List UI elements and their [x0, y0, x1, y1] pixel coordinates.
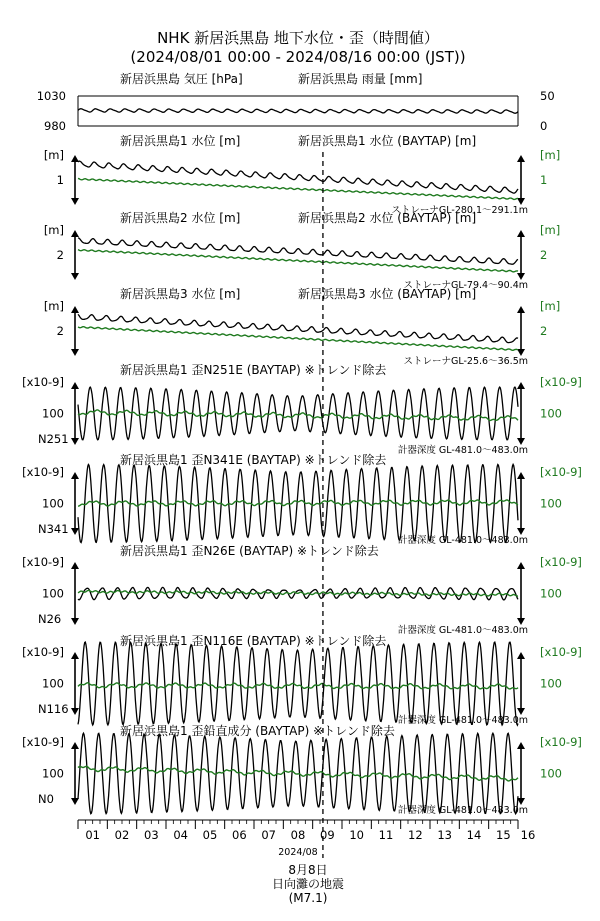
panel-7: [22, 633, 582, 726]
panel-title-right: 新居浜黒島 雨量 [mm]: [298, 72, 423, 86]
x-tick-label: 03: [144, 828, 159, 842]
x-tick-label: 13: [437, 828, 452, 842]
x-tick-label: 10: [349, 828, 364, 842]
left-tick: 2: [56, 324, 64, 338]
depth-note: 計器深度 GL-481.0～483.0m: [397, 805, 528, 816]
left-unit: [x10-9]: [22, 735, 64, 749]
component-label: N26: [38, 612, 62, 626]
left-arrow-head-up: [71, 562, 79, 569]
series-1-line: [78, 766, 518, 781]
panel-1: [44, 133, 560, 216]
right-arrow-head-down: [517, 618, 525, 625]
panel-8: [22, 723, 582, 816]
panel-title: 新居浜黒島1 歪N116E (BAYTAP) ※トレンド除去: [120, 634, 387, 648]
left-tick: 100: [42, 496, 64, 511]
depth-note: 計器深度 GL-481.0～483.0m: [397, 625, 528, 636]
left-arrow-head-down: [71, 438, 79, 445]
left-arrow-head-down: [71, 528, 79, 535]
chart-title: NHK 新居浜黒島 地下水位・歪（時間値）: [157, 29, 439, 47]
right-arrow-head-down: [517, 708, 525, 715]
panel-title: 新居浜黒島1 歪N251E (BAYTAP) ※トレンド除去: [120, 363, 387, 377]
right-arrow-head-down: [517, 273, 525, 280]
left-tick-top: 1030: [36, 89, 66, 103]
x-tick-label: 01: [85, 828, 100, 842]
right-unit: [x10-9]: [540, 555, 582, 569]
chart-subtitle: (2024/08/01 00:00 - 2024/08/16 00:00 (JST)): [130, 48, 466, 66]
left-tick: 100: [42, 676, 64, 691]
component-label: N0: [38, 792, 54, 806]
left-unit: [x10-9]: [22, 555, 64, 569]
component-label: N341: [38, 522, 69, 536]
x-tick-label: 09: [320, 828, 335, 842]
x-axis: [78, 820, 535, 858]
series-0-line: [78, 387, 518, 440]
right-arrow-head-up: [517, 155, 525, 162]
right-arrow-head-up: [517, 382, 525, 389]
depth-note: ストレーナGL-280.1～291.1m: [391, 205, 528, 216]
depth-note: ストレーナGL-79.4～90.4m: [403, 280, 528, 291]
depth-note: 計器深度 GL-481.0～483.0m: [397, 715, 528, 726]
depth-note: 計器深度 GL-481.0～483.0m: [397, 445, 528, 456]
right-tick-top: 50: [540, 89, 555, 103]
right-tick: 2: [540, 248, 548, 262]
event-date-label: 8月8日: [288, 863, 328, 877]
panel-title-left: 新居浜黒島3 水位 [m]: [120, 287, 241, 301]
left-unit: [m]: [43, 148, 64, 162]
right-unit: [m]: [540, 299, 561, 313]
left-tick: 100: [42, 766, 64, 781]
panel-6: [22, 543, 582, 636]
right-tick: 100: [540, 406, 562, 421]
panel-title-left: 新居浜黒島1 水位 [m]: [120, 134, 241, 148]
x-tick-label: 05: [202, 828, 218, 842]
right-tick: 100: [540, 676, 562, 691]
left-arrow-head-down: [71, 273, 79, 280]
left-arrow-head-up: [71, 742, 79, 749]
x-month-label: 2024/08: [278, 847, 318, 858]
left-arrow-head-up: [71, 652, 79, 659]
right-unit: [m]: [540, 223, 561, 237]
right-unit: [x10-9]: [540, 645, 582, 659]
right-arrow-head-up: [517, 562, 525, 569]
x-tick-label: 15: [496, 828, 511, 842]
right-tick: 100: [540, 586, 562, 601]
right-arrow-head-up: [517, 230, 525, 237]
x-tick-label: 04: [173, 828, 188, 842]
right-tick-bottom: 0: [540, 119, 548, 133]
right-arrow-head-up: [517, 652, 525, 659]
left-unit: [m]: [43, 223, 64, 237]
left-unit: [x10-9]: [22, 375, 64, 389]
left-arrow-head-down: [71, 798, 79, 805]
panel-3: [44, 286, 560, 367]
panel-title-left: 新居浜黒島 気圧 [hPa]: [120, 72, 243, 86]
panel-title-left: 新居浜黒島2 水位 [m]: [120, 211, 241, 225]
panels: [22, 72, 582, 816]
depth-note: 計器深度 GL-481.0～483.0m: [397, 535, 528, 546]
x-tick-label: 07: [261, 828, 276, 842]
right-unit: [x10-9]: [540, 735, 582, 749]
x-tick-label: 12: [408, 828, 423, 842]
panel-title-right: 新居浜黒島3 水位 (BAYTAP) [m]: [298, 287, 477, 301]
event-magnitude-label: (M7.1): [288, 891, 328, 905]
panel-title-right: 新居浜黒島2 水位 (BAYTAP) [m]: [298, 211, 477, 225]
left-arrow-head-up: [71, 472, 79, 479]
series-1-line: [78, 683, 518, 689]
left-unit: [x10-9]: [22, 465, 64, 479]
left-arrow-head-up: [71, 230, 79, 237]
series-0-line: [78, 109, 518, 113]
depth-note: ストレーナGL-25.6～36.5m: [403, 356, 528, 367]
right-unit: [x10-9]: [540, 375, 582, 389]
left-tick: 1: [56, 173, 64, 187]
left-tick-bottom: 980: [44, 119, 66, 133]
left-arrow-head-down: [71, 618, 79, 625]
left-tick: 2: [56, 248, 64, 262]
right-arrow-head-down: [517, 528, 525, 535]
left-arrow-head-up: [71, 382, 79, 389]
right-arrow-head-up: [517, 306, 525, 313]
left-arrow-head-down: [71, 708, 79, 715]
left-arrow-head-down: [71, 349, 79, 356]
x-tick-label: 11: [378, 828, 394, 842]
x-tick-label: 06: [232, 828, 247, 842]
panel-0: [37, 72, 555, 133]
x-tick-label: 14: [466, 828, 482, 842]
x-tick-label: 08: [290, 828, 306, 842]
left-tick: 100: [42, 586, 64, 601]
right-tick: 100: [540, 496, 562, 511]
left-arrow-head-up: [71, 155, 79, 162]
right-arrow-head-down: [517, 349, 525, 356]
right-unit: [m]: [540, 148, 561, 162]
event-name-label: 日向灘の地震: [271, 877, 345, 891]
panel-2: [44, 210, 560, 291]
series-1-line: [78, 500, 518, 506]
panel-5: [22, 452, 582, 546]
panel-title: 新居浜黒島1 歪鉛直成分 (BAYTAP) ※トレンド除去: [120, 724, 395, 738]
panel-4: [22, 362, 582, 456]
right-arrow-head-down: [517, 438, 525, 445]
component-label: N116: [38, 702, 69, 716]
left-unit: [x10-9]: [22, 645, 64, 659]
right-arrow-head-up: [517, 472, 525, 479]
right-tick: 2: [540, 324, 548, 338]
panel-title: 新居浜黒島1 歪N341E (BAYTAP) ※トレンド除去: [120, 453, 387, 467]
left-arrow-head-down: [71, 198, 79, 205]
left-arrow-head-up: [71, 306, 79, 313]
component-label: N251: [38, 432, 69, 446]
right-arrow-head-down: [517, 198, 525, 205]
panel-title: 新居浜黒島1 歪N26E (BAYTAP) ※トレンド除去: [120, 544, 379, 558]
x-tick-label: 02: [114, 828, 130, 842]
right-tick: 100: [540, 766, 562, 781]
right-arrow-head-up: [517, 742, 525, 749]
right-tick: 1: [540, 173, 548, 187]
x-tick-label: 16: [520, 828, 536, 842]
left-tick: 100: [42, 406, 64, 421]
right-unit: [x10-9]: [540, 465, 582, 479]
panel-title-right: 新居浜黒島1 水位 (BAYTAP) [m]: [298, 134, 477, 148]
left-unit: [m]: [43, 299, 64, 313]
